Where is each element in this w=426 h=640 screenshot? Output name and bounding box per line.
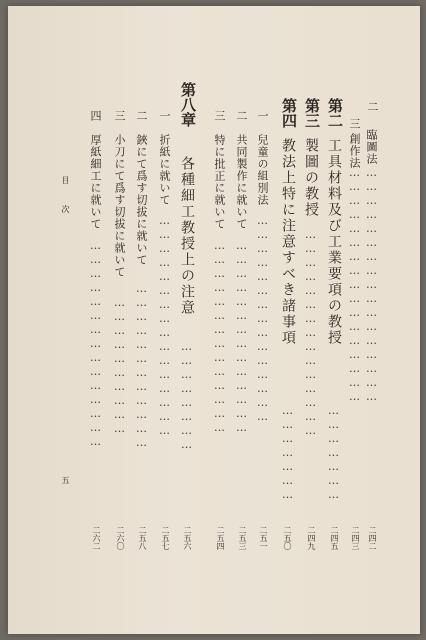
folio: 五 [61, 476, 70, 484]
entry-title: 鋏にて爲す切拔に就いて [135, 134, 148, 266]
page-number: 二五〇 [283, 526, 292, 550]
entry-title: 創作法 [348, 133, 361, 169]
page-number: 二四三 [351, 526, 360, 550]
leader-dots: ………………………………………… [158, 214, 171, 438]
page-number: 二四二 [368, 526, 377, 550]
entry-number: 三 [213, 110, 226, 121]
page-number: 二四九 [307, 526, 316, 550]
leader-dots: …………………………………………… [348, 166, 361, 404]
leader-dots: ………………… [327, 404, 340, 502]
section-title: 教法上特に注意すべき諸事項 [280, 138, 296, 346]
entry-number: 三 [348, 118, 361, 129]
entry-number: 一 [256, 110, 269, 121]
page-number: 二五三 [238, 526, 247, 550]
entry-number: 三 [113, 110, 126, 121]
section-number: 第四 [280, 98, 298, 128]
page-number: 二六二 [92, 526, 101, 550]
entry-number: 二 [235, 110, 248, 121]
entry-title: 共同製作に就いて [235, 134, 248, 230]
running-header: 目 次 [61, 176, 70, 219]
leader-dots: ………………………… [113, 296, 126, 436]
section-title: 工具材料及び工業要項の教授 [326, 138, 342, 346]
entry-title: 兒童の組別法 [256, 134, 269, 206]
entry-number: 四 [89, 110, 102, 121]
entry-title: 折紙に就いて [158, 134, 171, 206]
section-number: 第二 [326, 98, 344, 128]
page-number: 二五八 [138, 526, 147, 550]
page-number: 二五四 [216, 526, 225, 550]
leader-dots: ………………… [281, 404, 294, 502]
leader-dots: ……………………………………… [256, 214, 269, 424]
page-number: 二五七 [161, 526, 170, 550]
leader-dots: ……………………………… [135, 282, 148, 450]
section-number: 第三 [303, 98, 321, 128]
page-number: 二五六 [183, 526, 192, 550]
entry-title: 臨圖法 [365, 129, 378, 165]
leader-dots: ……………………………………… [89, 239, 102, 449]
chapter-number: 第八章 [179, 82, 197, 127]
entry-title: 厚紙細工に就いて [89, 134, 102, 230]
leader-dots: …………………………………………… [365, 166, 378, 404]
leader-dots: …………………… [180, 340, 193, 452]
entry-title: 小刀にて爲す切拔に就いて [113, 134, 126, 278]
entry-title: 特に批正に就いて [213, 134, 226, 230]
section-title: 製圖の教授 [303, 138, 319, 218]
page-number: 二四五 [330, 526, 339, 550]
page-number: 二六〇 [116, 526, 125, 550]
entry-number: 二 [135, 110, 148, 121]
entry-number: 二 [366, 101, 379, 112]
chapter-title: 各種細工教授上の注意 [179, 156, 195, 316]
page-number: 二五一 [259, 526, 268, 550]
leader-dots: …………………………………… [213, 239, 226, 435]
leader-dots: ……………………………………… [304, 228, 317, 438]
entry-number: 一 [158, 110, 171, 121]
book-page [8, 6, 420, 634]
leader-dots: …………………………………… [235, 239, 248, 435]
